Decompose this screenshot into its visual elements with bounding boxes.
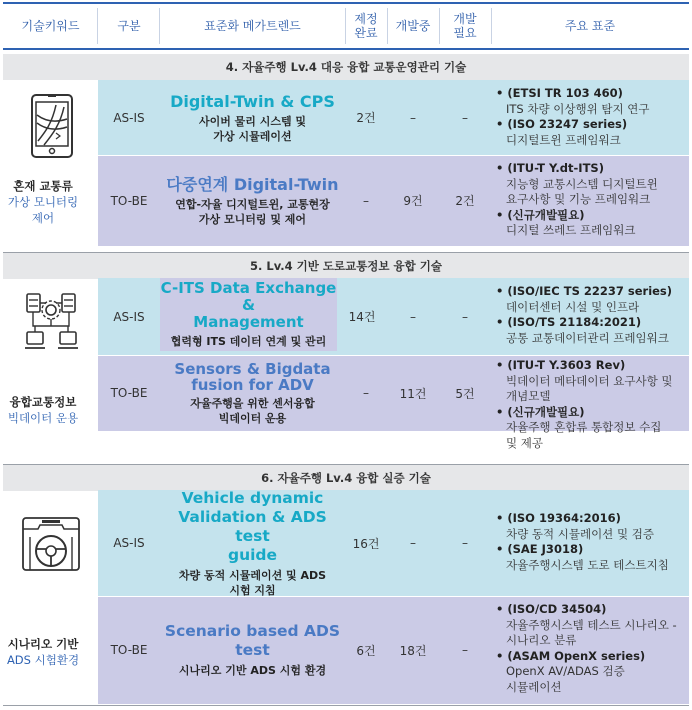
header-divider (345, 8, 346, 44)
count-dev: 9건 (403, 194, 423, 208)
standard-desc: 데이터센터 시설 및 인프라 (506, 299, 640, 314)
count-dev: – (410, 110, 416, 125)
table-bottom-rule (3, 705, 689, 706)
keyword-line1: 융합교통정보 (9, 395, 77, 409)
keyword-label (3, 636, 83, 668)
count-need: – (462, 536, 468, 550)
header-type: 구분 (117, 18, 141, 33)
standard-desc: 자율주행 혼합류 통합정보 수집 및 제공 (506, 420, 662, 450)
keyword-line2: ADS 시험환경 (6, 653, 80, 667)
header-divider (387, 8, 388, 44)
count-need: – (462, 643, 468, 657)
section-title: 6. 자율주행 Lv.4 융합 실증 기술 (3, 464, 689, 491)
trend-cell (160, 155, 345, 246)
data-network-icon (24, 290, 80, 360)
standards-list (496, 511, 688, 573)
header-need: 개발 필요 (453, 11, 477, 40)
trend-title: Vehicle dynamic Validation & ADS test guide (178, 488, 327, 564)
standard-name: • (신규개발필요) (496, 404, 585, 419)
count-done: 14건 (348, 310, 376, 324)
standard-desc: 차량 동적 시뮬레이션 및 검증 (506, 526, 654, 541)
standard-desc: 자율주행시스템 도로 테스트지침 (506, 557, 669, 572)
keyword-line2: 가상 모니터링 (7, 195, 79, 209)
count-dev: 11건 (399, 386, 427, 401)
standards-list (496, 358, 688, 451)
standard-desc: OpenX AV/ADAS 검증 시뮬레이션 (506, 664, 625, 694)
standard-desc: 디지털트윈 프레임워크 (506, 132, 621, 147)
trend-cell (160, 80, 345, 155)
header-bottom-rule (3, 48, 689, 50)
standard-name: • (ITU-T Y.3603 Rev) (496, 358, 626, 372)
section-title: 5. Lv.4 기반 도로교통정보 융합 기술 (3, 252, 689, 279)
count-dev: 18건 (399, 643, 427, 658)
header-dev: 개발중 (395, 18, 431, 33)
standard-name: • (ISO/TS 21184:2021) (496, 315, 642, 329)
header-divider (491, 8, 492, 44)
steering-wheel-icon (20, 515, 82, 575)
standard-desc: 빅데이터 메타데이터 요구사항 및 개념모델 (506, 373, 673, 403)
trend-cell (160, 490, 345, 596)
header-divider (159, 8, 160, 44)
count-dev: – (410, 536, 416, 550)
count-done: 2건 (356, 111, 376, 125)
trend-title: Digital-Twin & CPS (170, 91, 335, 111)
standard-desc: 공통 교통데이터관리 프레임워크 (506, 330, 669, 345)
keyword-line2: 빅데이터 운용 (7, 411, 79, 425)
trend-cell (160, 596, 345, 704)
count-done: – (363, 386, 369, 400)
keyword-line1: 혼재 교통류 (13, 179, 73, 193)
type-label: TO-BE (110, 386, 148, 400)
standard-name: • (신규개발필요) (496, 207, 585, 222)
trend-subtitle: 시나리오 기반 ADS 시험 환경 (178, 664, 327, 677)
standard-name: • (ETSI TR 103 460) (496, 86, 623, 100)
trend-subtitle: 사이버 물리 시스템 및 가상 시뮬레이션 (198, 114, 307, 143)
trend-cell (160, 278, 337, 351)
count-done: 16건 (352, 536, 380, 551)
trend-title: Scenario based ADS test (164, 622, 341, 659)
keyword-line3: 제어 (31, 211, 55, 225)
header-trend: 표준화 메가트렌드 (204, 18, 301, 33)
keyword-line1: 시나리오 기반 (7, 637, 79, 651)
standard-name: • (ISO 19364:2016) (496, 511, 621, 525)
keyword-label (3, 178, 83, 226)
standard-desc: 지능형 교통시스템 디지털트윈 요구사항 및 기능 프레임워크 (506, 176, 658, 206)
keyword-label (3, 394, 83, 426)
standards-list (496, 602, 688, 695)
standards-list (496, 86, 688, 148)
header-standards: 주요 표준 (564, 18, 616, 33)
header-keyword: 기술키워드 (21, 18, 80, 33)
trend-cell (160, 355, 345, 431)
count-done: – (363, 193, 369, 208)
trend-title: Sensors & Bigdata fusion for ADV (174, 359, 331, 394)
type-label: AS-IS (113, 110, 145, 125)
header-done: 제정 완료 (354, 11, 378, 40)
standard-desc: 자율주행시스템 테스트 시나리오 - 시나리오 분류 (506, 617, 677, 647)
standard-name: • (ISO/IEC TS 22237 series) (496, 284, 673, 298)
trend-subtitle: 연합-자율 디지털트윈, 교통현장 가상 모니터링 및 제어 (175, 197, 330, 226)
standard-name: • (ISO 23247 series) (496, 117, 628, 131)
standards-list (496, 161, 688, 239)
type-label: TO-BE (110, 643, 148, 657)
trend-title: C-ITS Data Exchange & Management (160, 279, 337, 331)
count-need: 2건 (455, 194, 475, 208)
standard-name: • (ISO/CD 34504) (496, 602, 607, 616)
standard-desc: 디지털 쓰레드 프레임워크 (506, 223, 636, 237)
standard-name: • (SAE J3018) (496, 542, 584, 556)
count-need: – (462, 309, 468, 324)
count-need: – (462, 110, 468, 125)
standard-name: • (ITU-T Y.dt-ITS) (496, 161, 604, 175)
header-divider (439, 8, 440, 44)
type-label: AS-IS (113, 536, 145, 550)
trend-subtitle: 협력형 ITS 데이터 연계 및 관리 (170, 335, 327, 348)
count-done: 6건 (356, 643, 376, 658)
tablet-road-icon (30, 93, 82, 161)
standard-desc: ITS 차량 이상행위 탐지 연구 (506, 101, 650, 116)
standards-list (496, 284, 688, 346)
type-label: AS-IS (113, 309, 145, 324)
trend-subtitle: 자율주행을 위한 센서융합 빅데이터 운용 (190, 396, 315, 425)
count-dev: – (410, 309, 416, 324)
type-label: TO-BE (110, 193, 148, 208)
count-need: 5건 (455, 386, 475, 401)
section-title: 4. 자율주행 Lv.4 대응 융합 교통운영관리 기술 (3, 54, 689, 80)
trend-title: 다중연계 Digital-Twin (166, 174, 339, 194)
header-divider (97, 8, 98, 44)
trend-subtitle: 차량 동적 시뮬레이션 및 ADS 시험 지침 (178, 568, 327, 597)
standard-name: • (ASAM OpenX series) (496, 648, 646, 663)
